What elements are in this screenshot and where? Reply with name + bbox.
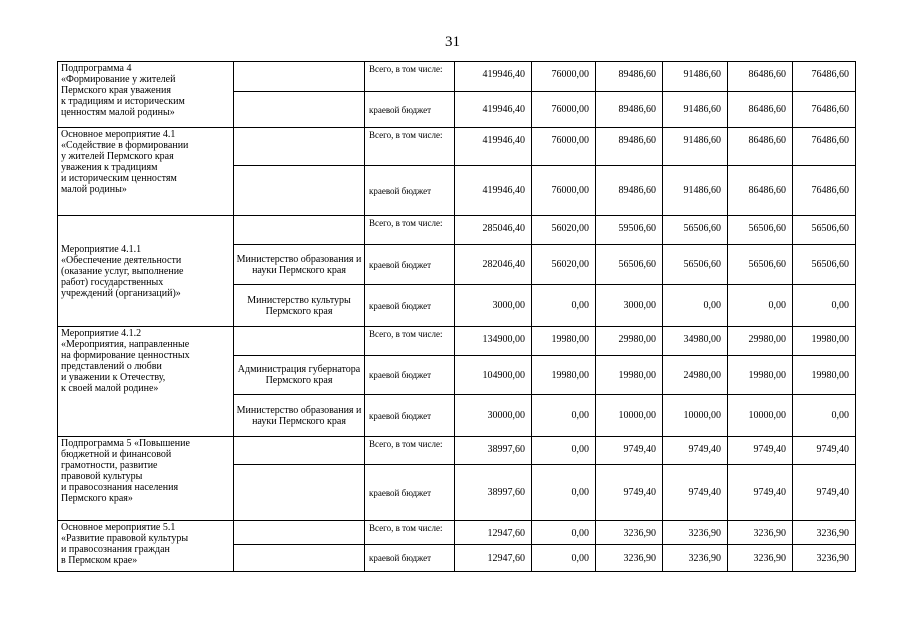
executor-cell [234,216,365,245]
amount-cell: 19980,00 [793,327,856,356]
amount-cell: 3236,90 [793,521,856,545]
amount-cell: 134900,00 [455,327,532,356]
funding-source-cell: краевой бюджет [365,285,455,327]
amount-cell: 56506,60 [793,245,856,285]
executor-cell: Министерство образования и науки Пермского края [234,395,365,437]
amount-cell: 419946,40 [455,92,532,128]
funding-source-cell: краевой бюджет [365,395,455,437]
amount-cell: 29980,00 [596,327,663,356]
executor-cell: Администрация губернатора Пермского края [234,356,365,395]
executor-cell: Министерство культуры Пермского края [234,285,365,327]
amount-cell: 419946,40 [455,128,532,166]
amount-cell: 76486,60 [793,62,856,92]
funding-source-cell: Всего, в том числе: [365,437,455,465]
amount-cell: 0,00 [532,395,596,437]
executor-cell: Министерство образования и науки Пермского края [234,245,365,285]
amount-cell: 285046,40 [455,216,532,245]
table-row [58,437,856,465]
amount-cell: 3236,90 [596,545,663,572]
program-name: Основное мероприятие 5.1 «Развитие правовой культуры и правосознания граждан в Пермском крае» [58,521,234,572]
amount-cell: 12947,60 [455,521,532,545]
amount-cell: 0,00 [532,545,596,572]
amount-cell: 3236,90 [728,521,793,545]
amount-cell: 19980,00 [728,356,793,395]
amount-cell: 76000,00 [532,128,596,166]
amount-cell: 12947,60 [455,545,532,572]
amount-cell: 3236,90 [596,521,663,545]
amount-cell: 10000,00 [596,395,663,437]
amount-cell: 3236,90 [728,545,793,572]
amount-cell: 9749,40 [663,437,728,465]
amount-cell: 76486,60 [793,166,856,216]
amount-cell: 59506,60 [596,216,663,245]
executor-cell [234,128,365,166]
amount-cell: 9749,40 [663,465,728,521]
amount-cell: 0,00 [663,285,728,327]
amount-cell: 10000,00 [663,395,728,437]
executor-cell [234,92,365,128]
amount-cell: 19980,00 [532,356,596,395]
amount-cell: 3236,90 [663,545,728,572]
amount-cell: 38997,60 [455,437,532,465]
amount-cell: 56020,00 [532,216,596,245]
page-number: 31 [445,34,460,50]
executor-cell [234,437,365,465]
table-row [58,216,856,245]
amount-cell: 0,00 [532,465,596,521]
executor-cell [234,327,365,356]
amount-cell: 86486,60 [728,92,793,128]
funding-source-cell: Всего, в том числе: [365,62,455,92]
amount-cell: 3000,00 [596,285,663,327]
amount-cell: 38997,60 [455,465,532,521]
executor-cell [234,166,365,216]
amount-cell: 9749,40 [728,465,793,521]
amount-cell: 419946,40 [455,166,532,216]
amount-cell: 19980,00 [596,356,663,395]
amount-cell: 282046,40 [455,245,532,285]
amount-cell: 3236,90 [663,521,728,545]
amount-cell: 3000,00 [455,285,532,327]
funding-source-cell: Всего, в том числе: [365,216,455,245]
amount-cell: 56506,60 [793,216,856,245]
amount-cell: 89486,60 [596,166,663,216]
amount-cell: 56506,60 [728,245,793,285]
funding-source-cell: краевой бюджет [365,356,455,395]
executor-cell [234,465,365,521]
amount-cell: 0,00 [793,285,856,327]
amount-cell: 56506,60 [728,216,793,245]
amount-cell: 76000,00 [532,92,596,128]
table-row [58,521,856,545]
amount-cell: 86486,60 [728,62,793,92]
amount-cell: 0,00 [532,437,596,465]
amount-cell: 104900,00 [455,356,532,395]
amount-cell: 91486,60 [663,92,728,128]
amount-cell: 30000,00 [455,395,532,437]
amount-cell: 19980,00 [532,327,596,356]
amount-cell: 56506,60 [596,245,663,285]
amount-cell: 89486,60 [596,62,663,92]
amount-cell: 91486,60 [663,128,728,166]
table-body [58,62,856,572]
funding-source-cell: краевой бюджет [365,245,455,285]
budget-table [57,61,856,572]
amount-cell: 76486,60 [793,92,856,128]
amount-cell: 0,00 [532,521,596,545]
table-row [58,62,856,92]
executor-cell [234,62,365,92]
funding-source-cell: Всего, в том числе: [365,327,455,356]
amount-cell: 86486,60 [728,166,793,216]
amount-cell: 34980,00 [663,327,728,356]
table-row [58,128,856,166]
amount-cell: 9749,40 [793,465,856,521]
amount-cell: 76000,00 [532,166,596,216]
amount-cell: 9749,40 [596,437,663,465]
funding-source-cell: краевой бюджет [365,545,455,572]
amount-cell: 9749,40 [728,437,793,465]
amount-cell: 76486,60 [793,128,856,166]
amount-cell: 91486,60 [663,62,728,92]
amount-cell: 24980,00 [663,356,728,395]
amount-cell: 0,00 [728,285,793,327]
amount-cell: 56506,60 [663,216,728,245]
program-name: Подпрограмма 5 «Повышение бюджетной и финансовой грамотности, развитие правовой культуры и правосознания населения Пермского края» [58,437,234,521]
amount-cell: 19980,00 [793,356,856,395]
amount-cell: 10000,00 [728,395,793,437]
amount-cell: 29980,00 [728,327,793,356]
amount-cell: 419946,40 [455,62,532,92]
executor-cell [234,545,365,572]
amount-cell: 76000,00 [532,62,596,92]
program-name: Мероприятие 4.1.2 «Мероприятия, направленные на формирование ценностных представлений о любви и уважении к Отечеству, к своей малой родине» [58,327,234,437]
amount-cell: 0,00 [793,395,856,437]
funding-source-cell: Всего, в том числе: [365,128,455,166]
funding-source-cell: Всего, в том числе: [365,521,455,545]
amount-cell: 89486,60 [596,128,663,166]
amount-cell: 91486,60 [663,166,728,216]
program-name: Мероприятие 4.1.1 «Обеспечение деятельности (оказание услуг, выполнение работ) государственных учреждений (организаций)» [58,216,234,327]
amount-cell: 9749,40 [793,437,856,465]
amount-cell: 3236,90 [793,545,856,572]
program-name: Основное мероприятие 4.1 «Содействие в формировании у жителей Пермского края уважения к традициям и историческим ценностям малой родины» [58,128,234,216]
table-row [58,327,856,356]
amount-cell: 89486,60 [596,92,663,128]
amount-cell: 56020,00 [532,245,596,285]
funding-source-cell: краевой бюджет [365,465,455,521]
executor-cell [234,521,365,545]
amount-cell: 56506,60 [663,245,728,285]
amount-cell: 0,00 [532,285,596,327]
amount-cell: 86486,60 [728,128,793,166]
funding-source-cell: краевой бюджет [365,92,455,128]
funding-source-cell: краевой бюджет [365,166,455,216]
amount-cell: 9749,40 [596,465,663,521]
program-name: Подпрограмма 4 «Формирование у жителей Пермского края уважения к традициям и историческим ценностям малой родины» [58,62,234,128]
